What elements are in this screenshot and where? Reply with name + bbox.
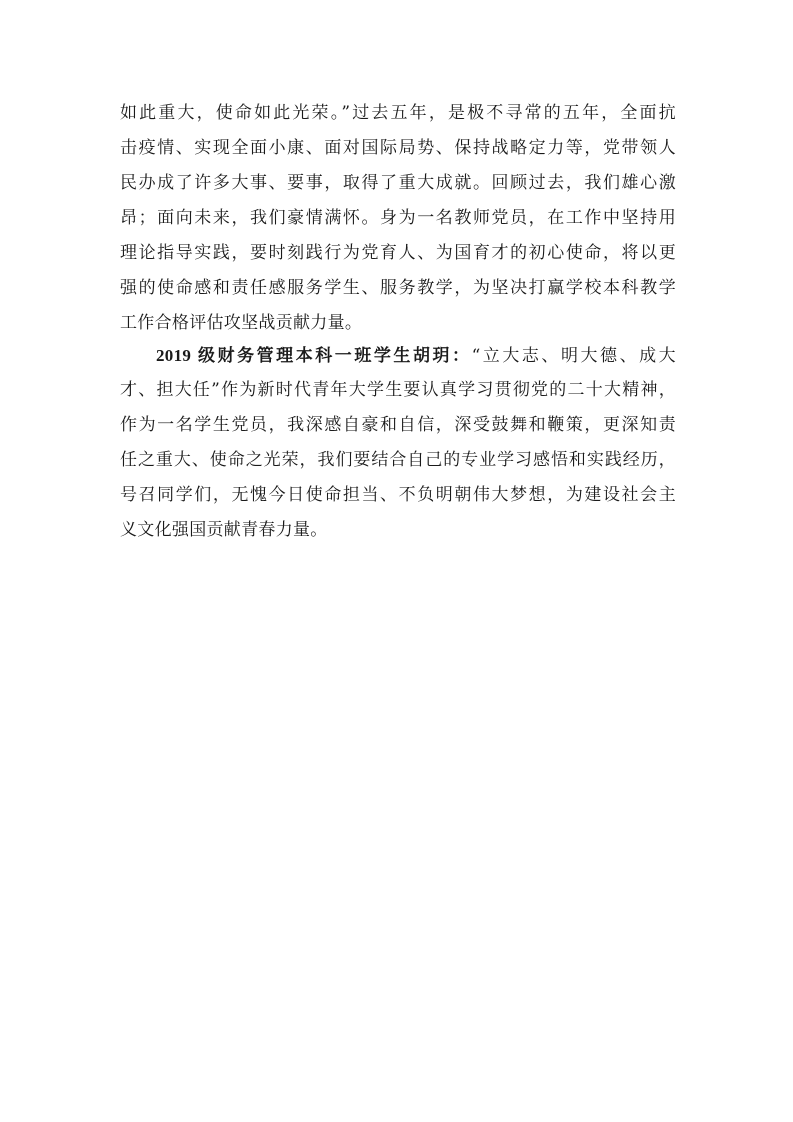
paragraph-line: 号召同学们，无愧今日使命担当、不负明朝伟大梦想，为建设社会主	[120, 485, 676, 505]
paragraph-line: 强的使命感和责任感服务学生、服务教学，为坚决打赢学校本科教学	[120, 278, 676, 298]
paragraph-student-statement	[120, 338, 676, 548]
speaker-name: 2019 级财务管理本科一班学生胡玥：	[156, 346, 472, 365]
paragraph-line: 工作合格评估攻坚战贡献力量。	[120, 313, 363, 333]
paragraph-line: 理论指导实践，要时刻践行为党育人、为国育才的初心使命，将以更	[120, 243, 676, 263]
paragraph-line: 民办成了许多大事、要事，取得了重大成就。回顾过去，我们雄心激	[120, 173, 676, 193]
paragraph-line: 任之重大、使命之光荣，我们要结合自己的专业学习感悟和实践经历，	[120, 450, 676, 470]
paragraph-first-line	[120, 338, 676, 373]
paragraph-line: 作为一名学生党员，我深感自豪和自信，深受鼓舞和鞭策，更深知责	[120, 415, 676, 435]
paragraph-line: 昂；面向未来，我们豪情满怀。身为一名教师党员，在工作中坚持用	[120, 208, 676, 228]
paragraph-line: 击疫情、实现全面小康、面对国际局势、保持战略定力等，党带领人	[120, 138, 676, 158]
paragraph-line: 才、担大任”作为新时代青年大学生要认真学习贯彻党的二十大精神，	[120, 380, 676, 400]
paragraph-line: 义文化强国贡献青春力量。	[120, 520, 328, 540]
paragraph-line: 如此重大，使命如此光荣。”过去五年，是极不寻常的五年，全面抗	[120, 103, 676, 123]
paragraph-teacher-statement	[120, 96, 676, 341]
paragraph-line-rest: “立大志、明大德、成大	[471, 346, 676, 366]
